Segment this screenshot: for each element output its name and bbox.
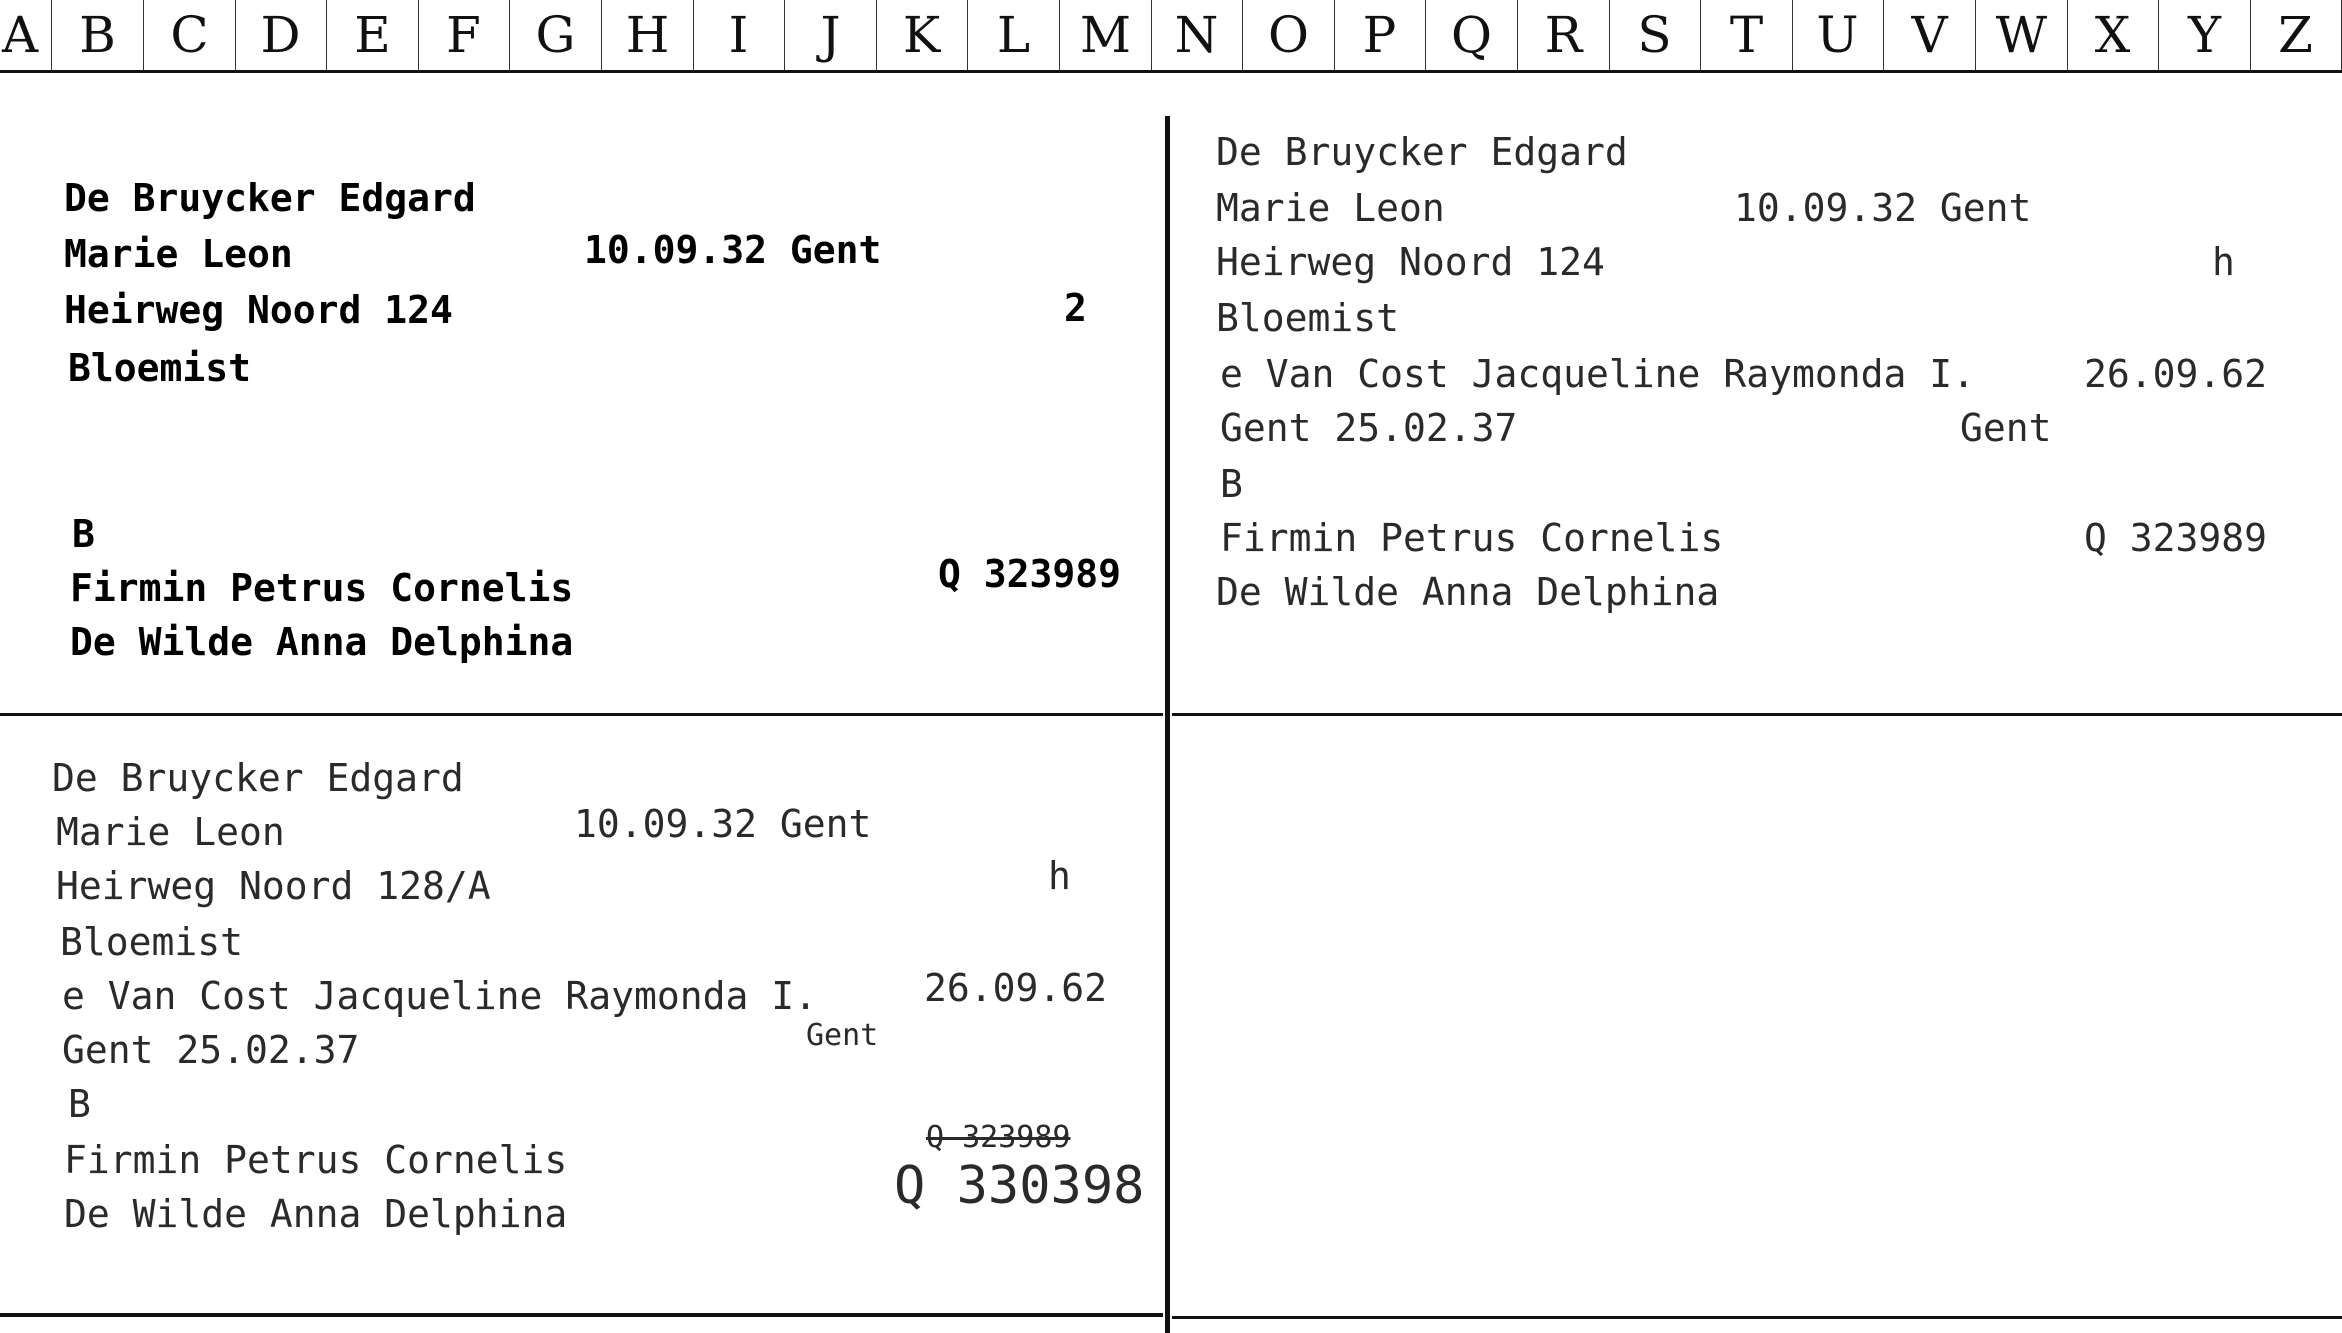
card-spouse-birth: Gent 25.02.37 (62, 1028, 360, 1072)
index-tab-p: P (1334, 0, 1426, 70)
index-tab-q: Q (1426, 0, 1518, 70)
index-tab-z: Z (2250, 0, 2342, 70)
card-ref-struck: Q 323989 (926, 1120, 1071, 1155)
card-name: De Bruycker Edgard (1216, 130, 1628, 174)
card-birth: 10.09.32 Gent (574, 802, 872, 846)
card-address: Heirweg Noord 124 (1216, 240, 1605, 284)
index-tab-d: D (235, 0, 327, 70)
card-mark: h (1048, 854, 1071, 898)
index-tab-y: Y (2159, 0, 2251, 70)
index-tab-i: I (693, 0, 785, 70)
card-father: Firmin Petrus Cornelis (64, 1138, 568, 1182)
index-tab-u: U (1792, 0, 1884, 70)
index-tab-o: O (1243, 0, 1335, 70)
card-mother: De Wilde Anna Delphina (64, 1192, 568, 1236)
card-mother: De Wilde Anna Delphina (70, 620, 574, 664)
index-tab-t: T (1701, 0, 1793, 70)
card-mother: De Wilde Anna Delphina (1216, 570, 1720, 614)
card-name: De Bruycker Edgard (64, 176, 476, 220)
index-tab-k: K (876, 0, 968, 70)
card-code: B (1220, 462, 1243, 506)
index-tab-s: S (1609, 0, 1701, 70)
record-card-bottom-right-empty (1172, 716, 2342, 1316)
card-mark: h (2212, 240, 2235, 284)
index-tab-a: A (0, 0, 52, 70)
bottom-rule-left (0, 1313, 1163, 1317)
center-divider (1165, 116, 1170, 1333)
card-spouse: e Van Cost Jacqueline Raymonda I. (62, 974, 817, 1018)
card-spouse-birth: Gent 25.02.37 (1220, 406, 1518, 450)
index-tab-l: L (968, 0, 1060, 70)
index-tab-c: C (144, 0, 236, 70)
card-ref: Q 323989 (938, 552, 1122, 596)
card-occupation: Bloemist (60, 920, 244, 964)
card-father: Firmin Petrus Cornelis (1220, 516, 1724, 560)
index-tab-g: G (510, 0, 602, 70)
index-tab-w: W (1976, 0, 2068, 70)
card-father: Firmin Petrus Cornelis (70, 566, 574, 610)
record-card-bottom-left (0, 716, 1163, 1313)
card-occupation: Bloemist (68, 346, 252, 390)
index-tab-n: N (1151, 0, 1243, 70)
card-marriage-place: Gent (806, 1018, 879, 1053)
card-marriage-date: 26.09.62 (2084, 352, 2268, 396)
index-tab-e: E (327, 0, 419, 70)
card-spouse: e Van Cost Jacqueline Raymonda I. (1220, 352, 1975, 396)
index-tab-v: V (1884, 0, 1976, 70)
index-tab-f: F (418, 0, 510, 70)
bottom-rule-right (1172, 1316, 2342, 1319)
card-marriage-date: 26.09.62 (924, 966, 1108, 1010)
card-occupation: Bloemist (1216, 296, 1400, 340)
card-name: De Bruycker Edgard (52, 756, 464, 800)
index-tab-b: B (52, 0, 144, 70)
card-birth: 10.09.32 Gent (584, 228, 882, 272)
record-card-top-left (0, 0, 1163, 713)
card-address: Heirweg Noord 128/A (56, 864, 491, 908)
index-tab-m: M (1060, 0, 1152, 70)
index-tab-j: J (785, 0, 877, 70)
card-code: B (72, 512, 95, 556)
card-mark: 2 (1064, 286, 1087, 330)
card-address: Heirweg Noord 124 (64, 288, 453, 332)
card-ref: Q 323989 (2084, 516, 2268, 560)
index-tab-h: H (602, 0, 694, 70)
card-birth: 10.09.32 Gent (1734, 186, 2032, 230)
card-ref: Q 330398 (894, 1156, 1145, 1216)
record-card-top-right (1172, 0, 2342, 713)
index-tab-r: R (1518, 0, 1610, 70)
card-code: B (68, 1082, 91, 1126)
card-given-names: Marie Leon (1216, 186, 1445, 230)
card-given-names: Marie Leon (56, 810, 285, 854)
index-tab-x: X (2067, 0, 2159, 70)
card-marriage-place: Gent (1960, 406, 2052, 450)
card-given-names: Marie Leon (64, 232, 293, 276)
